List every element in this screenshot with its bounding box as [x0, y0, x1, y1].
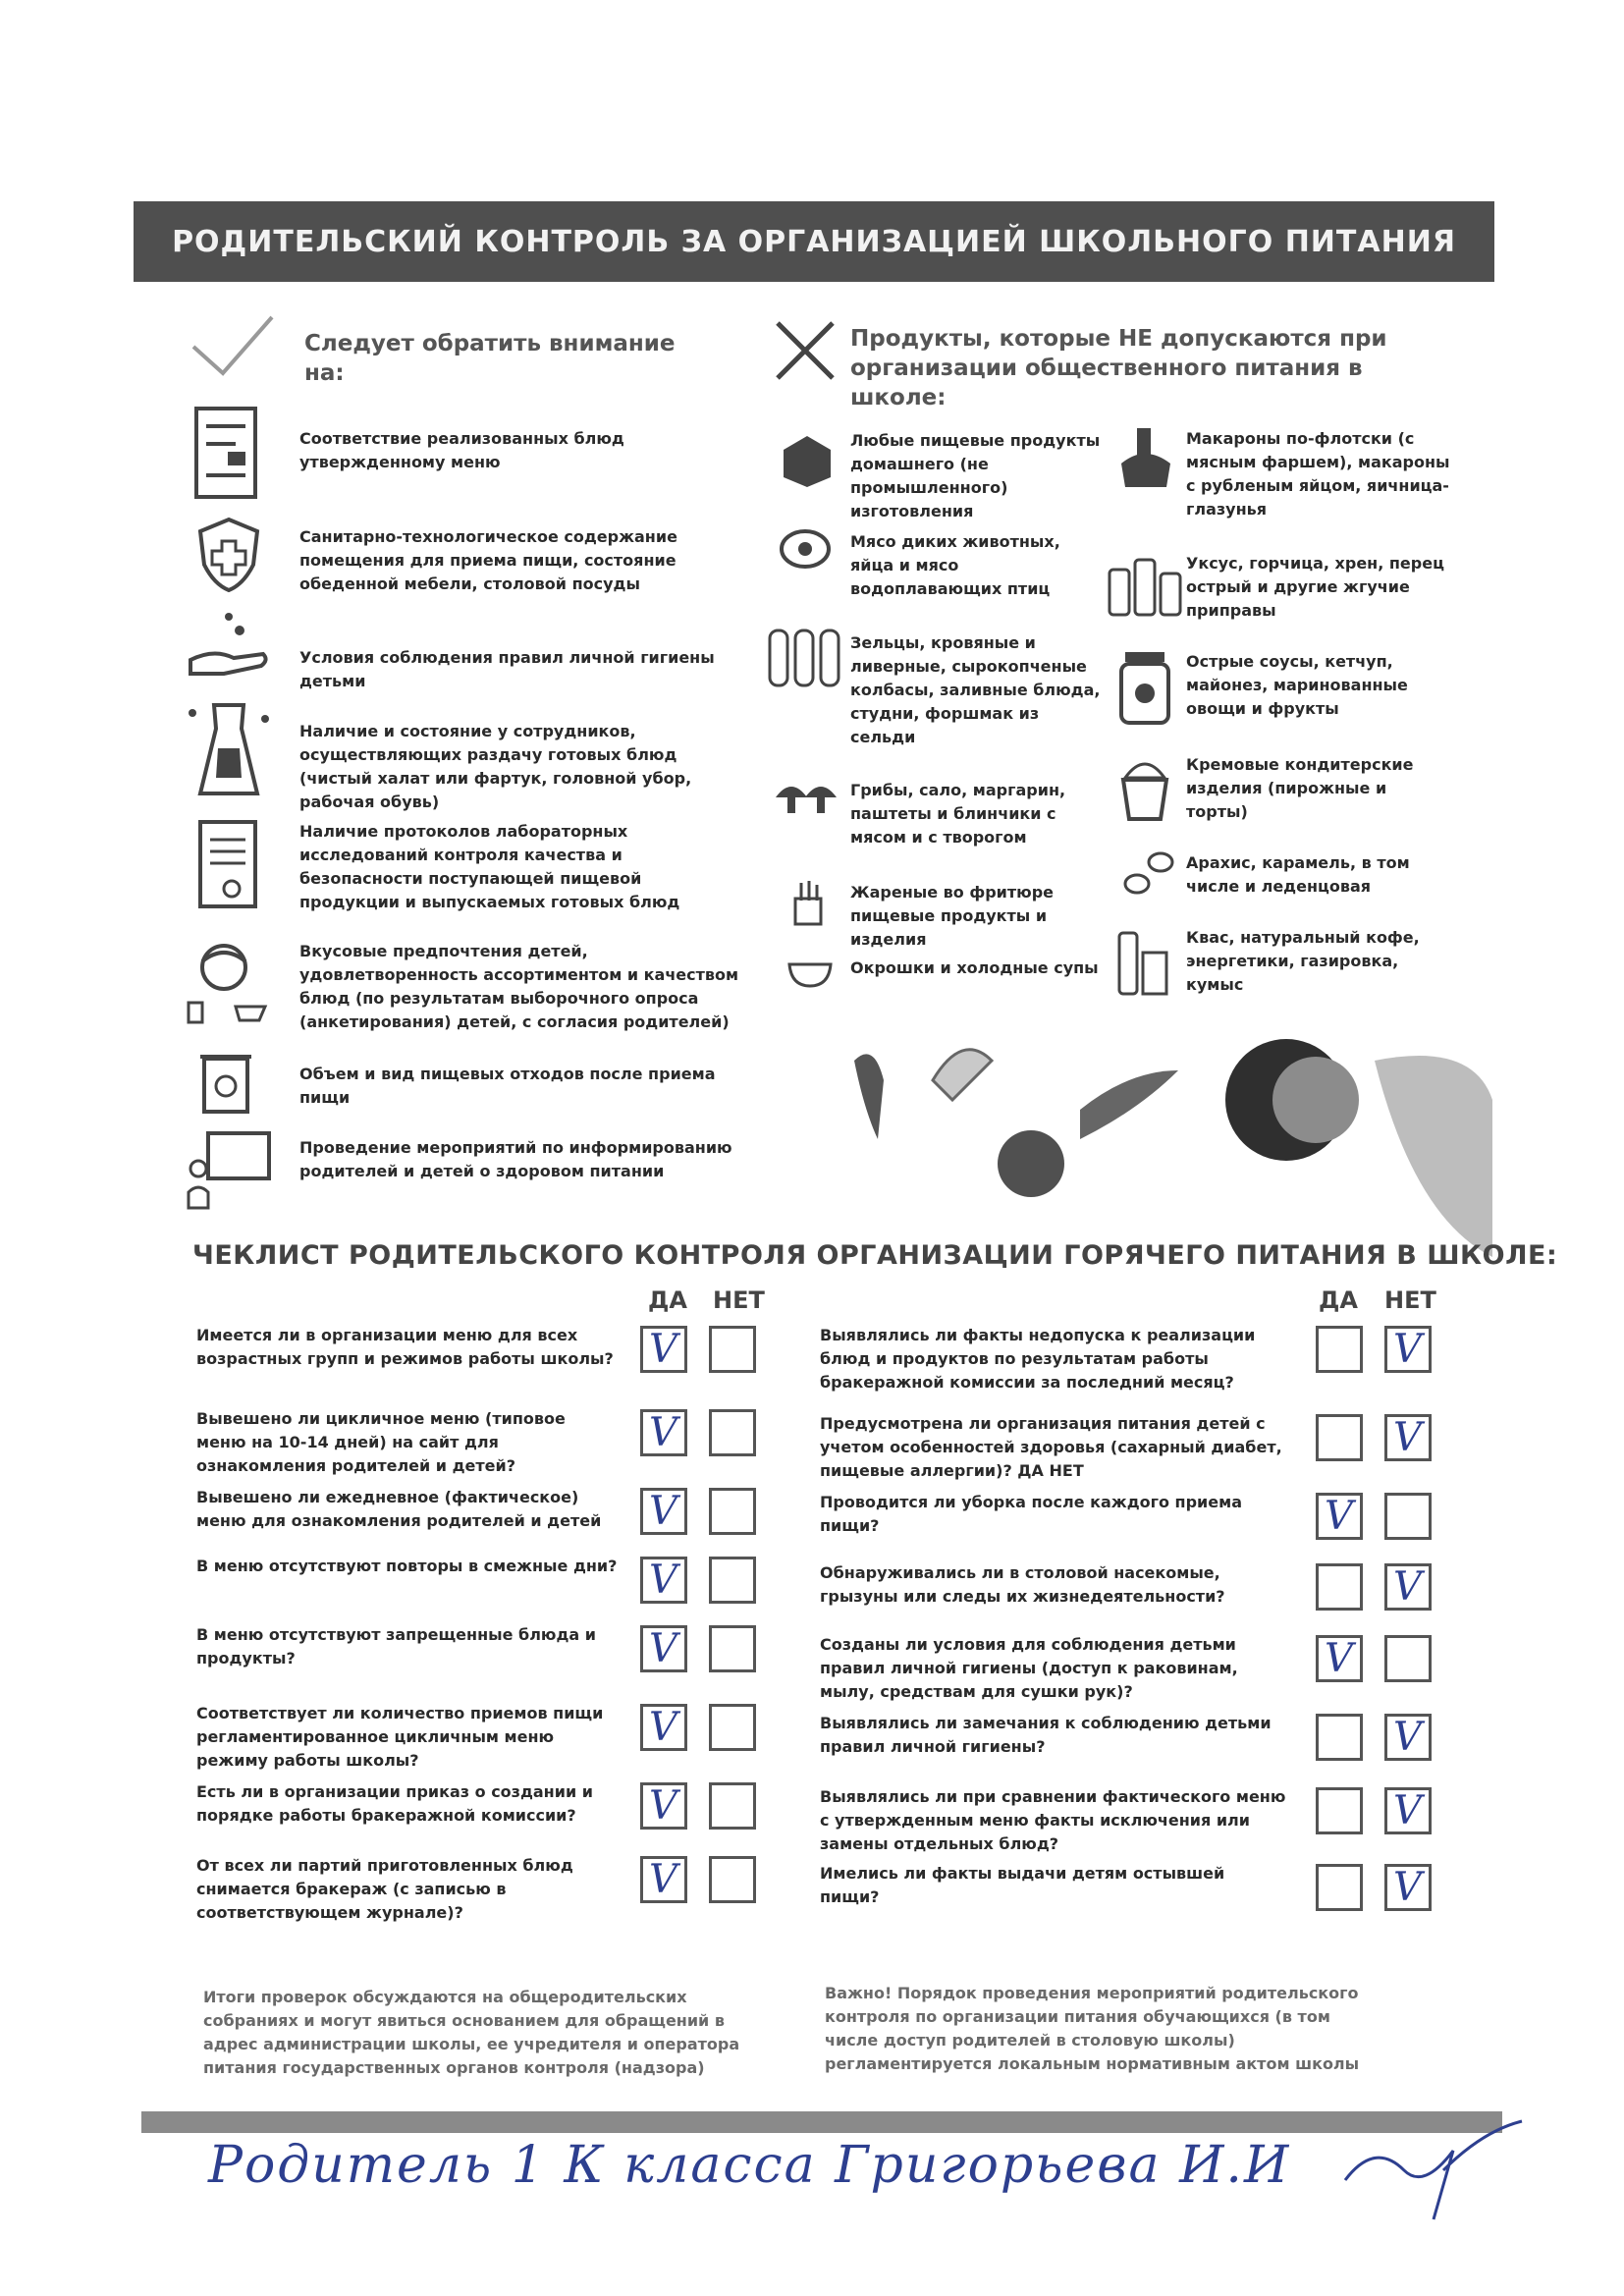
checklist-row [820, 1561, 1448, 1630]
checklist-row [196, 1623, 756, 1692]
checklist-row [196, 1324, 756, 1393]
note-right: Важно! Порядок проведения мероприятий родительского контроля по организации питания обучающихся (в том числе доступ родителей в столовую школы) регламентируется локальным нормативным актом школы [825, 1984, 1360, 2073]
yes-checkbox[interactable] [640, 1625, 687, 1672]
forbidden-item: Арахис, карамель, в том числе и леденцовая [1186, 853, 1410, 896]
attention-item: Вкусовые предпочтения детей, удовлетворенность ассортиментом и качеством блюд (по результатам выборочного опроса (анкетирования) детей, с согласия родителей) [299, 942, 739, 1031]
forbidden-item: Макароны по-флотски (с мясным фаршем), макароны с рубленым яйцом, яичница-глазунья [1186, 429, 1450, 519]
menu-document-icon [192, 405, 261, 503]
checklist-question: Выявлялись ли при сравнении фактического меню с утвержденным меню факты исключения или замены отдельных блюд? [820, 1787, 1286, 1853]
no-checkbox[interactable] [1384, 1787, 1432, 1834]
forbidden-item: Уксус, горчица, хрен, перец острый и другие жгучие приправы [1186, 554, 1444, 620]
checklist-question: Имеется ли в организации меню для всех возрастных групп и режимов работы школы? [196, 1326, 614, 1368]
mushroom-icon [772, 774, 840, 823]
fries-icon [789, 879, 829, 928]
jar-icon [778, 430, 837, 489]
checklist-question: В меню отсутствуют повторы в смежные дни? [196, 1557, 618, 1575]
no-checkbox[interactable] [1384, 1635, 1432, 1682]
attention-item: Наличие и состояние у сотрудников, осуществляющих раздачу готовых блюд (чистый халат или фартук, головной убор, рабочая обувь) [299, 722, 692, 811]
yes-checkbox[interactable] [1316, 1563, 1363, 1611]
attention-item: Объем и вид пищевых отходов после приема пищи [299, 1065, 716, 1107]
page-title: РОДИТЕЛЬСКИЙ КОНТРОЛЬ ЗА ОРГАНИЗАЦИЕЙ ШКОЛЬНОГО ПИТАНИЯ [134, 201, 1494, 282]
yes-checkbox[interactable] [640, 1856, 687, 1903]
handwritten-check-mark: V [1393, 1415, 1422, 1460]
meat-icon [778, 524, 837, 574]
forbidden-item: Мясо диких животных, яйца и мясо водоплавающих птиц [850, 532, 1060, 598]
yes-checkbox[interactable] [640, 1326, 687, 1373]
yes-checkbox[interactable] [1316, 1787, 1363, 1834]
attention-item: Наличие протоколов лабораторных исследований контроля качества и безопасности поступающей пищевой продукции и выпускаемых готовых блюд [299, 822, 680, 911]
handwritten-signature-text: Родитель 1 К класса Григорьева И.И [208, 2136, 1291, 2195]
forbidden-item: Жареные во фритюре пищевые продукты и изделия [850, 883, 1054, 949]
footer-bar [141, 2111, 1502, 2133]
handwritten-check-mark: V [1393, 1715, 1422, 1760]
checklist-row [196, 1780, 756, 1849]
checklist-row [820, 1785, 1448, 1854]
forbidden-item: Квас, натуральный кофе, энергетики, газировка, кумыс [1186, 928, 1420, 994]
vegetables-illustration [844, 1021, 1492, 1267]
presentation-icon [187, 1129, 275, 1218]
waste-bin-icon [200, 1049, 259, 1118]
checklist-row [196, 1486, 756, 1555]
pasta-icon [1111, 424, 1180, 493]
checklist-row [820, 1491, 1448, 1559]
cross-icon [774, 319, 837, 382]
yes-checkbox[interactable] [1316, 1326, 1363, 1373]
checklist-row [820, 1324, 1448, 1393]
handwritten-check-mark: V [649, 1327, 677, 1372]
soup-bowl-icon [785, 951, 835, 990]
no-checkbox[interactable] [1384, 1714, 1432, 1761]
no-checkbox[interactable] [1384, 1493, 1432, 1540]
forbidden-item: Грибы, сало, маргарин, паштеты и блинчики с мясом и с творогом [850, 781, 1066, 847]
yes-checkbox[interactable] [640, 1409, 687, 1456]
handwritten-check-mark: V [1325, 1636, 1353, 1681]
yes-checkbox[interactable] [1316, 1864, 1363, 1911]
checklist-question: Соответствует ли количество приемов пищи регламентированное цикличным меню режиму работы школы? [196, 1704, 604, 1770]
no-checkbox[interactable] [1384, 1326, 1432, 1373]
attention-item: Условия соблюдения правил личной гигиены детьми [299, 648, 715, 690]
handwritten-check-mark: V [1393, 1865, 1422, 1910]
forbidden-item: Кремовые кондитерские изделия (пирожные и торты) [1186, 755, 1414, 821]
no-checkbox[interactable] [1384, 1864, 1432, 1911]
checklist-row [196, 1407, 756, 1476]
no-checkbox[interactable] [709, 1782, 756, 1830]
forbidden-item: Острые соусы, кетчуп, майонез, маринованные овощи и фрукты [1186, 652, 1408, 718]
checklist-question: Вывешено ли ежедневное (фактическое) меню для ознакомления родителей и детей [196, 1488, 602, 1530]
checklist-question: Обнаруживались ли в столовой насекомые, грызуны или следы их жизнедеятельности? [820, 1563, 1225, 1606]
no-checkbox[interactable] [709, 1326, 756, 1373]
checklist-row [196, 1854, 756, 1923]
certificate-icon [196, 818, 265, 916]
checklist-row [820, 1412, 1448, 1481]
handwritten-check-mark: V [649, 1783, 677, 1829]
no-checkbox[interactable] [709, 1856, 756, 1903]
no-checkbox[interactable] [709, 1557, 756, 1604]
yes-checkbox[interactable] [1316, 1635, 1363, 1682]
yes-checkbox[interactable] [640, 1557, 687, 1604]
no-column-label: НЕТ [1384, 1286, 1436, 1314]
no-checkbox[interactable] [709, 1625, 756, 1672]
checklist-row [196, 1555, 756, 1623]
checklist-question: Выявлялись ли замечания к соблюдению детьми правил личной гигиены? [820, 1714, 1272, 1756]
note-left: Итоги проверок обсуждаются на общеродительских собраниях и могут явиться основанием для обращений в адрес администрации школы, ее учредителя и оператора питания государственных органов контроля (надзора) [203, 1988, 740, 2077]
yes-checkbox[interactable] [1316, 1714, 1363, 1761]
apron-icon [185, 699, 273, 797]
signature-scribble [1335, 2111, 1532, 2229]
handwritten-check-mark: V [649, 1626, 677, 1671]
forbidden-item: Любые пищевые продукты домашнего (не промышленного) изготовления [850, 431, 1101, 520]
checklist-title: ЧЕКЛИСТ РОДИТЕЛЬСКОГО КОНТРОЛЯ ОРГАНИЗАЦИИ ГОРЯЧЕГО ПИТАНИЯ В ШКОЛЕ: [192, 1240, 1558, 1271]
no-checkbox[interactable] [709, 1704, 756, 1751]
no-checkbox[interactable] [1384, 1563, 1432, 1611]
checklist-question: Созданы ли условия для соблюдения детьми правил личной гигиены (доступ к раковинам, мылу, средствам для сушки рук)? [820, 1635, 1238, 1701]
handwritten-check-mark: V [649, 1489, 677, 1534]
no-column-label: НЕТ [713, 1286, 765, 1314]
condiments-icon [1106, 550, 1184, 619]
no-checkbox[interactable] [1384, 1414, 1432, 1461]
checklist-question: Имелись ли факты выдачи детям остывшей пищи? [820, 1864, 1225, 1906]
shield-cross-icon [194, 516, 263, 594]
checklist-question: От всех ли партий приготовленных блюд снимается бракераж (с записью в соответствующем журнале)? [196, 1856, 573, 1922]
checklist-row [196, 1702, 756, 1771]
no-checkbox[interactable] [709, 1488, 756, 1535]
checklist-row [820, 1712, 1448, 1780]
sausage-icon [766, 625, 844, 693]
handwritten-check-mark: V [1325, 1494, 1353, 1539]
checklist-row [820, 1633, 1448, 1702]
attention-item: Соответствие реализованных блюд утвержденному меню [299, 429, 624, 471]
yes-checkbox[interactable] [640, 1782, 687, 1830]
cake-icon [1115, 744, 1174, 823]
hand-washing-icon [185, 609, 273, 687]
pickle-jar-icon [1115, 648, 1174, 727]
attention-heading: Следует обратить внимание на: [304, 331, 676, 386]
checklist-question: Вывешено ли цикличное меню (типовое меню на 10-14 дней) на сайт для ознакомления родителей и детей? [196, 1409, 566, 1475]
child-feedback-icon [185, 938, 273, 1026]
checklist-question: Предусмотрена ли организация питания детей с учетом особенностей здоровья (сахарный диабет, пищевые аллергии)? ДА НЕТ [820, 1414, 1282, 1480]
yes-column-label: ДА [648, 1286, 687, 1314]
drinks-icon [1115, 929, 1174, 998]
attention-item: Проведение мероприятий по информированию родителей и детей о здоровом питании [299, 1138, 732, 1180]
checklist-row [820, 1862, 1448, 1931]
handwritten-check-mark: V [1393, 1327, 1422, 1372]
yes-checkbox[interactable] [640, 1704, 687, 1751]
forbidden-heading: Продукты, которые НЕ допускаются при организации общественного питания в школе: [850, 326, 1387, 410]
handwritten-check-mark: V [649, 1558, 677, 1603]
yes-checkbox[interactable] [1316, 1414, 1363, 1461]
checklist-question: Выявлялись ли факты недопуска к реализации блюд и продуктов по результатам работы бракеражной комиссии за последний месяц? [820, 1326, 1256, 1392]
candy-icon [1115, 845, 1184, 903]
yes-checkbox[interactable] [640, 1488, 687, 1535]
yes-column-label: ДА [1319, 1286, 1358, 1314]
yes-checkbox[interactable] [1316, 1493, 1363, 1540]
handwritten-check-mark: V [649, 1857, 677, 1902]
checkmark-icon [189, 312, 277, 381]
handwritten-check-mark: V [1393, 1788, 1422, 1833]
checklist-question: В меню отсутствуют запрещенные блюда и продукты? [196, 1625, 596, 1667]
forbidden-item: Окрошки и холодные супы [850, 958, 1099, 977]
no-checkbox[interactable] [709, 1409, 756, 1456]
handwritten-check-mark: V [649, 1705, 677, 1750]
forbidden-item: Зельцы, кровяные и ливерные, сырокопченые колбасы, заливные блюда, студни, форшмак из сельди [850, 633, 1101, 746]
attention-item: Санитарно-технологическое содержание помещения для приема пищи, состояние обеденной мебели, столовой посуды [299, 527, 677, 593]
checklist-question: Есть ли в организации приказ о создании и порядке работы бракеражной комиссии? [196, 1782, 593, 1825]
handwritten-check-mark: V [649, 1410, 677, 1455]
handwritten-check-mark: V [1393, 1564, 1422, 1610]
checklist-question: Проводится ли уборка после каждого приема пищи? [820, 1493, 1242, 1535]
